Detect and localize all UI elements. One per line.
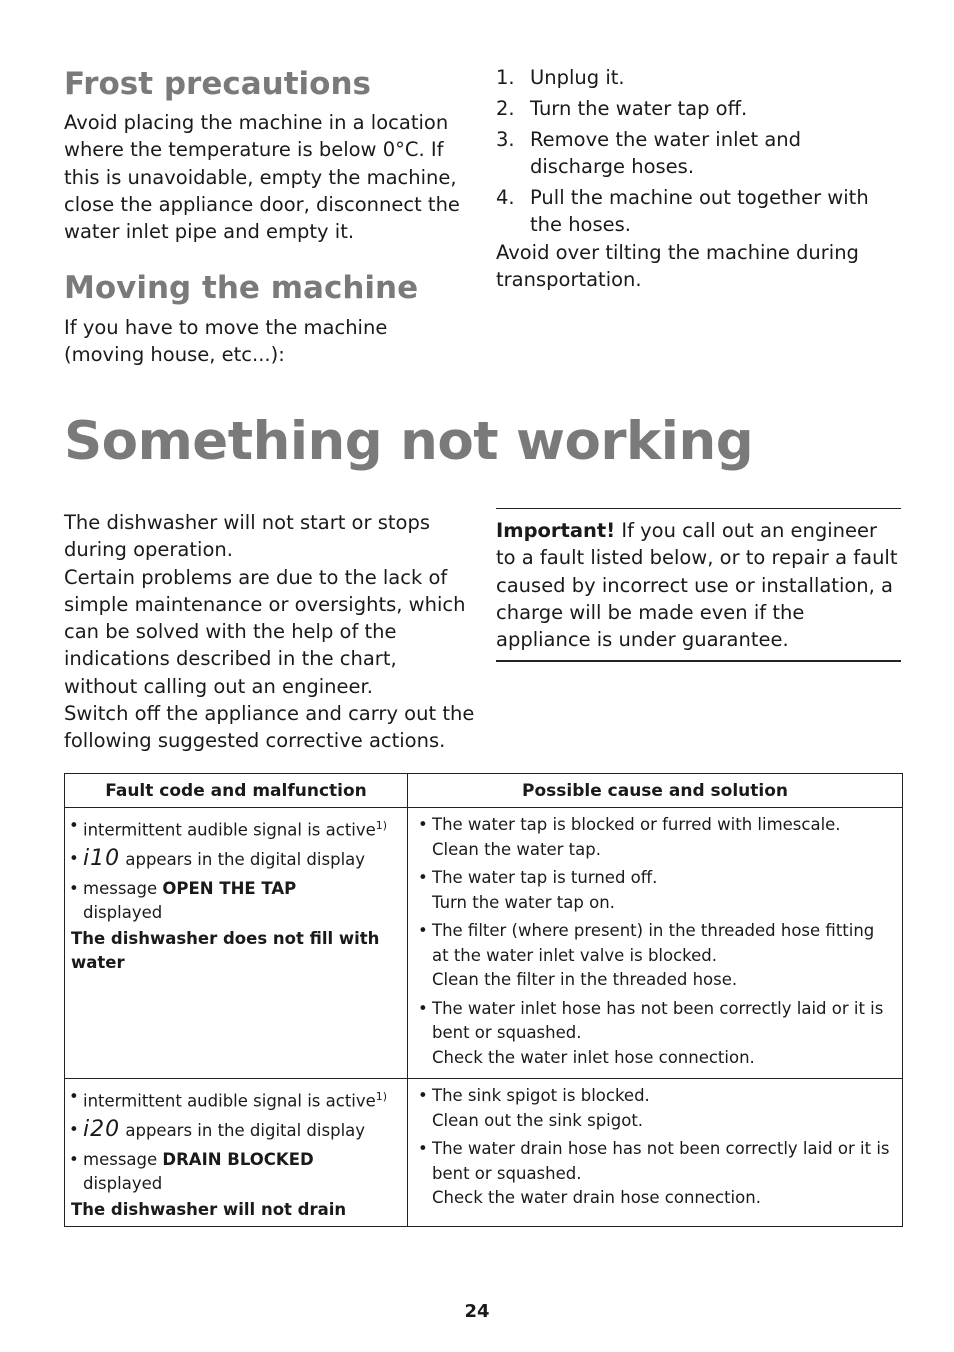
fault-item: • message OPEN THE TAP displayed: [69, 878, 297, 922]
intro-paragraph: Certain problems are due to the lack of simple maintenance or oversights, which can be solved with the help of the indications described in the chart, without calling out an engineer.: [64, 565, 466, 698]
cause-item: • The water tap is turned off. Turn the water tap on.: [418, 868, 658, 912]
solution-cell: [408, 1079, 903, 1227]
cause-item: • The water tap is blocked or furred with limescale. Clean the water tap.: [418, 815, 841, 859]
fault-item: • intermittent audible signal is active$^{1)}$: [69, 1087, 388, 1111]
fault-summary: The dishwasher will not drain: [71, 1199, 347, 1219]
important-box: [496, 508, 901, 662]
table-header-row: [65, 774, 903, 808]
fault-item: • i10 appears in the digital display: [69, 846, 366, 871]
error-code-display: i20: [83, 1117, 121, 1142]
moving-steps-column: [496, 64, 896, 294]
important-label: Important!: [496, 519, 616, 542]
fault-table: [64, 773, 903, 1227]
column-header-solution: Possible cause and solution: [408, 774, 903, 808]
fault-cell: [65, 1079, 408, 1227]
moving-heading: Moving the machine: [64, 270, 419, 306]
moving-step: 2. Turn the water tap off.: [496, 97, 748, 120]
moving-step: 1. Unplug it.: [496, 66, 625, 89]
intro-text: [64, 509, 476, 755]
fault-item: • message DRAIN BLOCKED displayed: [69, 1149, 314, 1193]
page-title: Something not working: [64, 411, 754, 472]
fault-item: • i20 appears in the digital display: [69, 1117, 366, 1142]
intro-paragraph: Switch off the appliance and carry out the following suggested corrective actions.: [64, 702, 475, 753]
moving-text: If you have to move the machine (moving house, etc...):: [64, 316, 388, 367]
cause-item: • The sink spigot is blocked. Clean out the sink spigot.: [418, 1086, 650, 1130]
cause-item: • The water drain hose has not been correctly laid or it is bent or squashed. Check the water drain hose connection.: [418, 1139, 890, 1207]
display-message: DRAIN BLOCKED: [162, 1149, 314, 1169]
error-code-display: i10: [83, 846, 121, 871]
moving-steps-list: [496, 64, 896, 238]
page-number: 24: [464, 1301, 490, 1322]
intro-paragraph: The dishwasher will not start or stops during operation.: [64, 511, 430, 562]
moving-step: 4. Pull the machine out together with the hoses.: [496, 186, 869, 236]
frost-heading: Frost precautions: [64, 66, 371, 102]
moving-step: 3. Remove the water inlet and discharge hoses.: [496, 128, 802, 178]
table-row: [65, 808, 903, 1079]
moving-after-text: Avoid over tilting the machine during transportation.: [496, 241, 859, 292]
table-row: [65, 1079, 903, 1227]
frost-text: Avoid placing the machine in a location where the temperature is below 0°C. If this is unavoidable, empty the machine, close the appliance door, disconnect the water inlet pipe and empty it.: [64, 111, 460, 244]
display-message: OPEN THE TAP: [162, 878, 297, 898]
fault-cell: [65, 808, 408, 1079]
important-text: If you call out an engineer to a fault listed below, or to repair a fault caused by incorrect use or installation, a charge will be made even if the appliance is under guarantee.: [496, 519, 898, 652]
solution-cell: [408, 808, 903, 1079]
column-header-fault: Fault code and malfunction: [65, 774, 408, 808]
cause-item: • The water inlet hose has not been correctly laid or it is bent or squashed. Check the water inlet hose connection.: [418, 998, 884, 1067]
fault-summary: The dishwasher does not fill with water: [71, 928, 380, 972]
cause-item: • The filter (where present) in the threaded hose fitting at the water inlet valve is blocked. Clean the filter in the threaded hose.: [418, 921, 875, 989]
fault-item: • intermittent audible signal is active$^{1)}$: [69, 816, 388, 840]
